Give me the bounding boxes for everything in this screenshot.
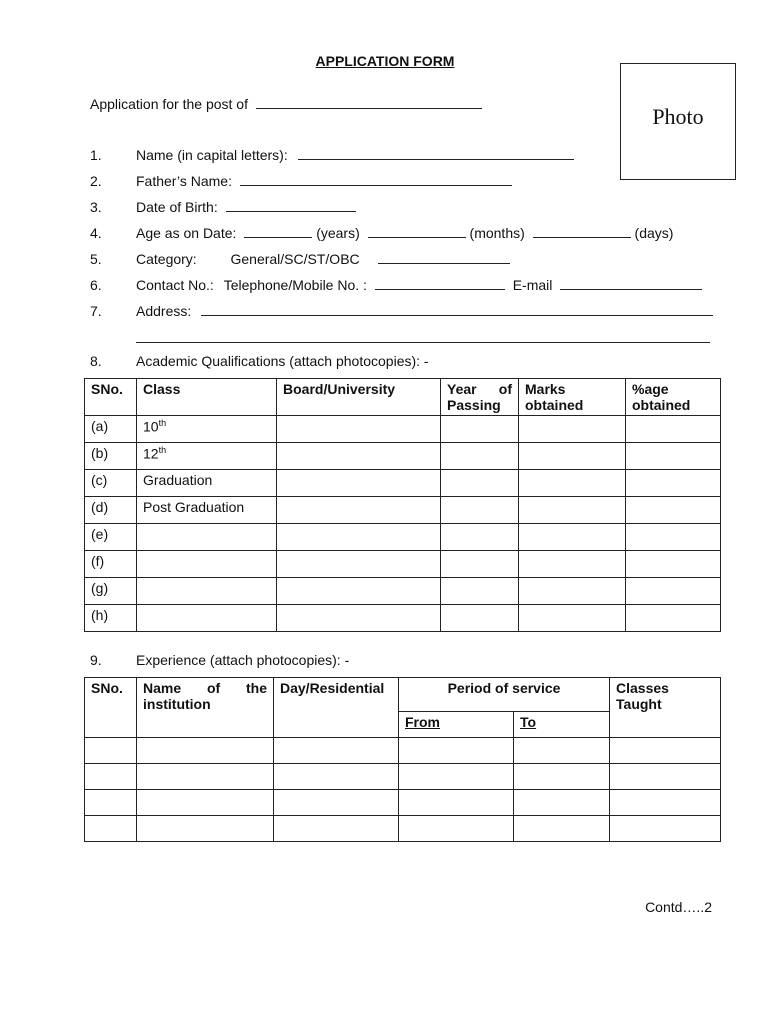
continued-note: Contd…..2 (645, 899, 712, 915)
exp-header-from: From (399, 712, 514, 738)
class-cell[interactable] (137, 605, 277, 632)
exp-to-cell[interactable] (514, 816, 610, 842)
percentage-cell[interactable] (626, 470, 721, 497)
table-row (85, 790, 721, 816)
table-row (85, 470, 721, 497)
table-row (85, 416, 721, 443)
exp-header-sno: SNo. (85, 678, 137, 738)
exp-day-res-cell[interactable] (274, 738, 399, 764)
age-months-label: (months) (469, 225, 525, 241)
exp-day-res-cell[interactable] (274, 764, 399, 790)
exp-from-cell[interactable] (399, 790, 514, 816)
class-cell[interactable] (137, 551, 277, 578)
marks-cell[interactable] (519, 524, 626, 551)
age-days-input[interactable] (533, 226, 631, 238)
class-cell[interactable] (137, 578, 277, 605)
row-sno: (a) (85, 416, 137, 443)
email-input[interactable] (560, 278, 702, 290)
exp-classes-cell[interactable] (610, 790, 721, 816)
table-row (85, 524, 721, 551)
row-sno: (d) (85, 497, 137, 524)
field-contact-label: Contact No.: (136, 277, 214, 293)
year-cell[interactable] (441, 551, 519, 578)
field-father-label: Father’s Name: (136, 173, 232, 189)
row-sno: (b) (85, 443, 137, 470)
exp-header-to: To (514, 712, 610, 738)
exp-classes-cell[interactable] (610, 738, 721, 764)
board-cell[interactable] (277, 578, 441, 605)
field-contact-text (136, 277, 702, 293)
exp-to-cell[interactable] (514, 790, 610, 816)
percentage-cell[interactable] (626, 551, 721, 578)
board-cell[interactable] (277, 605, 441, 632)
field-number: 7. (90, 303, 102, 319)
table-row (85, 816, 721, 842)
exp-institution-cell[interactable] (137, 816, 274, 842)
board-cell[interactable] (277, 551, 441, 578)
exp-from-cell[interactable] (399, 738, 514, 764)
field-number: 3. (90, 199, 102, 215)
percentage-cell[interactable] (626, 443, 721, 470)
field-number: 6. (90, 277, 102, 293)
table-row (85, 443, 721, 470)
header-board: Board/University (277, 379, 441, 416)
row-sno: (f) (85, 551, 137, 578)
phone-label: Telephone/Mobile No. : (223, 277, 367, 293)
year-cell[interactable] (441, 578, 519, 605)
row-class (137, 416, 277, 443)
exp-institution-cell[interactable] (137, 738, 274, 764)
board-cell[interactable] (277, 416, 441, 443)
table-row (85, 578, 721, 605)
exp-from-cell[interactable] (399, 764, 514, 790)
marks-cell[interactable] (519, 551, 626, 578)
exp-header-day-residential: Day/Residential (274, 678, 399, 738)
exp-header-period: Period of service (399, 678, 610, 712)
dob-input[interactable] (226, 200, 356, 212)
board-cell[interactable] (277, 443, 441, 470)
field-dob-label: Date of Birth: (136, 199, 218, 215)
class-cell[interactable] (137, 524, 277, 551)
year-cell[interactable] (441, 470, 519, 497)
exp-header-institution: Name of the institution (137, 678, 274, 738)
field-age-label: Age as on Date: (136, 225, 237, 241)
header-percentage: %age obtained (626, 379, 721, 416)
photo-label: Photo (652, 104, 704, 129)
header-class: Class (137, 379, 277, 416)
field-number: 2. (90, 173, 102, 189)
category-options: General/SC/ST/OBC (230, 251, 360, 267)
exp-sno-cell[interactable] (85, 790, 137, 816)
percentage-cell[interactable] (626, 578, 721, 605)
header-sno: SNo. (85, 379, 137, 416)
exp-day-res-cell[interactable] (274, 816, 399, 842)
row-class-text: 12 (143, 445, 159, 462)
row-sno: (g) (85, 578, 137, 605)
age-months-input[interactable] (368, 226, 466, 238)
email-label: E-mail (512, 277, 553, 293)
percentage-cell[interactable] (626, 416, 721, 443)
marks-cell[interactable] (519, 605, 626, 632)
marks-cell[interactable] (519, 470, 626, 497)
exp-institution-cell[interactable] (137, 790, 274, 816)
row-class: Post Graduation (137, 497, 277, 524)
year-cell[interactable] (441, 605, 519, 632)
address-input-line2[interactable] (136, 342, 710, 343)
post-applied-line (90, 96, 482, 112)
age-years-label: (years) (316, 225, 360, 241)
post-applied-field[interactable] (256, 97, 482, 109)
field-father-text (136, 173, 512, 189)
post-applied-label: Application for the post of (90, 96, 248, 112)
field-category-label: Category: (136, 251, 197, 267)
photo-box (620, 63, 736, 180)
age-days-label: (days) (634, 225, 674, 241)
field-number: 8. (90, 353, 102, 369)
field-name-text (136, 147, 574, 163)
academic-header-row (85, 379, 721, 416)
field-address-text (136, 303, 713, 319)
experience-header-row (85, 678, 721, 712)
board-cell[interactable] (277, 524, 441, 551)
phone-input[interactable] (375, 278, 505, 290)
row-sno: (e) (85, 524, 137, 551)
exp-sno-cell[interactable] (85, 816, 137, 842)
age-years-input[interactable] (244, 226, 312, 238)
exp-classes-cell[interactable] (610, 816, 721, 842)
exp-sno-cell[interactable] (85, 764, 137, 790)
exp-institution-cell[interactable] (137, 764, 274, 790)
row-class-sup: th (158, 418, 167, 428)
board-cell[interactable] (277, 470, 441, 497)
exp-to-cell[interactable] (514, 764, 610, 790)
exp-to-cell[interactable] (514, 738, 610, 764)
board-cell[interactable] (277, 497, 441, 524)
table-row (85, 605, 721, 632)
year-cell[interactable] (441, 443, 519, 470)
row-sno: (c) (85, 470, 137, 497)
percentage-cell[interactable] (626, 497, 721, 524)
table-row (85, 497, 721, 524)
father-name-input[interactable] (240, 174, 512, 186)
header-marks: Marks obtained (519, 379, 626, 416)
percentage-cell[interactable] (626, 524, 721, 551)
marks-cell[interactable] (519, 416, 626, 443)
name-input[interactable] (298, 148, 574, 160)
form-title: APPLICATION FORM (315, 53, 455, 69)
field-name-label: Name (in capital letters): (136, 147, 288, 163)
category-input[interactable] (378, 252, 510, 264)
academic-table (84, 378, 721, 632)
field-dob-text (136, 199, 356, 215)
exp-sno-cell[interactable] (85, 738, 137, 764)
field-address-label: Address: (136, 303, 192, 319)
field-number: 4. (90, 225, 102, 241)
marks-cell[interactable] (519, 578, 626, 605)
header-year: Year of Passing (441, 379, 519, 416)
row-class (137, 443, 277, 470)
marks-cell[interactable] (519, 443, 626, 470)
row-class: Graduation (137, 470, 277, 497)
exp-from-cell[interactable] (399, 816, 514, 842)
field-age-text (136, 225, 673, 241)
table-row (85, 738, 721, 764)
year-cell[interactable] (441, 416, 519, 443)
year-cell[interactable] (441, 524, 519, 551)
exp-day-res-cell[interactable] (274, 790, 399, 816)
exp-classes-cell[interactable] (610, 764, 721, 790)
field-experience-label: Experience (attach photocopies): - (136, 652, 350, 668)
marks-cell[interactable] (519, 497, 626, 524)
field-academic-label: Academic Qualifications (attach photocopies): - (136, 353, 429, 369)
row-class-text: 10 (143, 418, 159, 435)
field-number: 5. (90, 251, 102, 267)
address-input-line1[interactable] (201, 304, 713, 316)
field-category-text (136, 251, 510, 267)
field-number: 1. (90, 147, 102, 163)
table-row (85, 551, 721, 578)
row-class-sup: th (158, 445, 167, 455)
row-sno: (h) (85, 605, 137, 632)
exp-header-classes: Classes Taught (610, 678, 721, 738)
percentage-cell[interactable] (626, 605, 721, 632)
table-row (85, 764, 721, 790)
experience-table (84, 677, 721, 842)
field-number: 9. (90, 652, 102, 668)
year-cell[interactable] (441, 497, 519, 524)
